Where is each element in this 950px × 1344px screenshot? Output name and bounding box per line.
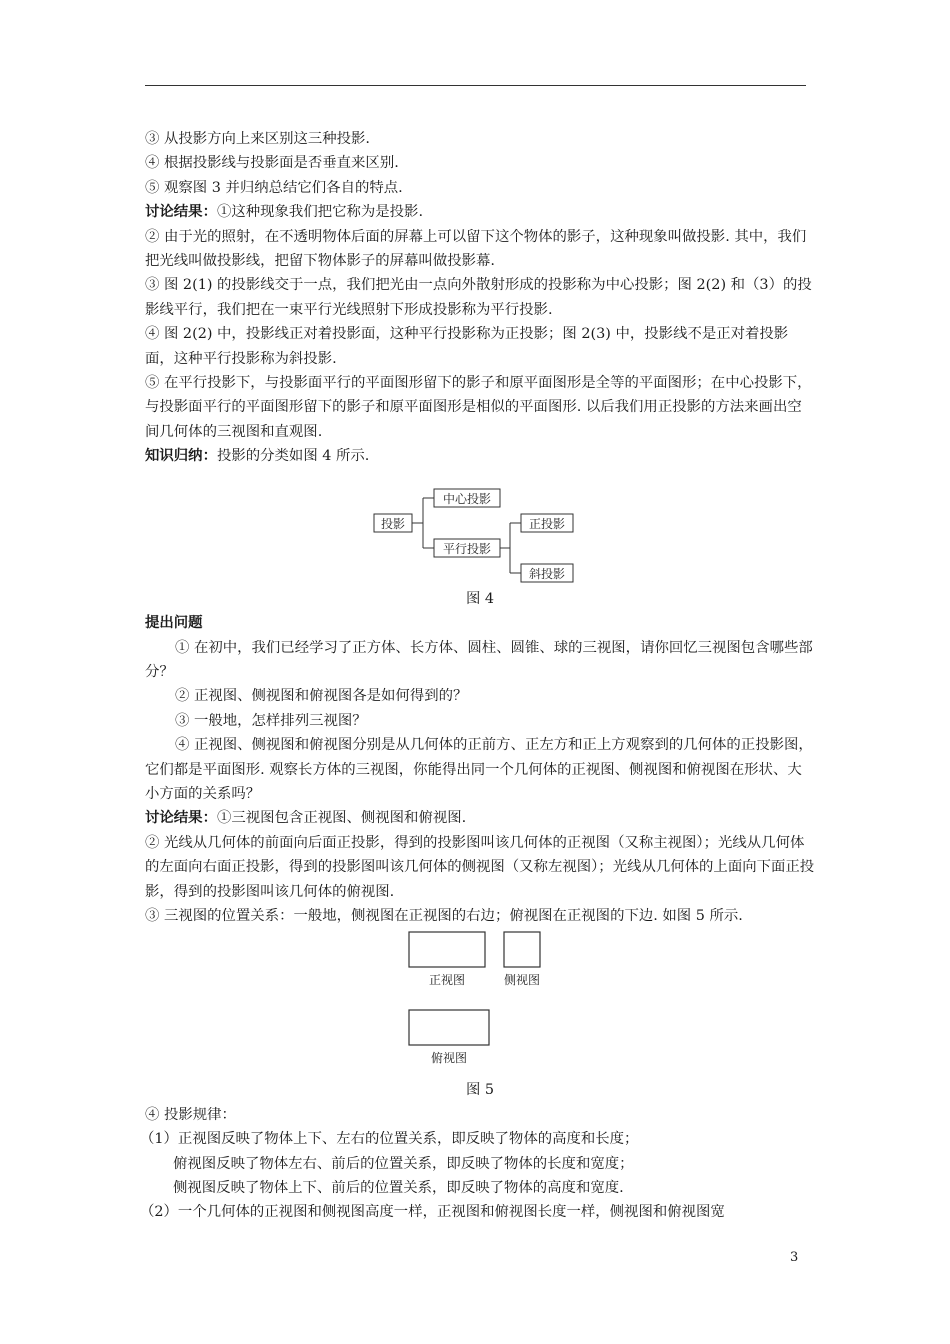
- figure-caption: 图 5: [465, 1082, 495, 1099]
- label-parallel-projection: 平行投影: [442, 541, 492, 556]
- header-rule: [145, 85, 806, 86]
- projection-classification-diagram: [145, 469, 815, 581]
- knowledge-summary: 知识归纳：投影的分类如图 4 所示.: [145, 447, 370, 465]
- label-side-view: 侧视图: [503, 973, 541, 988]
- rules-heading: ④ 投影规律：: [145, 1106, 236, 1123]
- paragraph: ④ 图 2(2) 中，投影线正对着投影面，这种平行投影称为正投影；图 2(3) 中，投影线不是正对着投影面，这种平行投影称为斜投影.: [145, 326, 789, 367]
- discussion-result-1: 讨论结果：①这种现象我们把它称为是投影.: [145, 203, 424, 221]
- label-orthographic-projection: 正投影: [528, 516, 566, 531]
- rule-line: 侧视图反映了物体上下、前后的位置关系，即反映了物体的高度和宽度.: [173, 1180, 624, 1196]
- rule-line: （2）一个几何体的正视图和侧视图高度一样，正视图和俯视图长度一样，侧视图和俯视图宽: [140, 1204, 725, 1221]
- paragraph: ③ 三视图的位置关系：一般地，侧视图在正视图的右边；俯视图在正视图的下边. 如图 5 所示.: [145, 907, 743, 924]
- discussion-label: 讨论结果：: [145, 203, 217, 221]
- label-front-view: 正视图: [428, 973, 466, 988]
- front-view-box: [409, 932, 485, 967]
- label-oblique-projection: 斜投影: [528, 566, 566, 581]
- label-top-view: 俯视图: [430, 1051, 468, 1066]
- label-central-projection: 中心投影: [442, 491, 492, 506]
- paragraph: ④ 根据投影线与投影面是否垂直来区别.: [145, 155, 399, 172]
- rule-line: （1）正视图反映了物体上下、左右的位置关系，即反映了物体的高度和长度；: [140, 1131, 639, 1148]
- discussion-label: 讨论结果：: [145, 809, 217, 827]
- rule-line: 俯视图反映了物体左右、前后的位置关系，即反映了物体的长度和宽度；: [173, 1155, 634, 1172]
- top-view-box: [409, 1010, 489, 1045]
- paragraph: ⑤ 观察图 3 并归纳总结它们各自的特点.: [145, 179, 403, 196]
- label-projection: 投影: [380, 516, 406, 531]
- question-item: ③ 一般地，怎样排列三视图？: [175, 712, 367, 729]
- knowledge-label: 知识归纳：: [145, 447, 217, 465]
- figure-5: [145, 928, 815, 1078]
- figure-4: [145, 469, 815, 581]
- discussion-result-2: 讨论结果：①三视图包含正视图、侧视图和俯视图.: [145, 809, 467, 827]
- figure-caption: 图 4: [465, 590, 495, 607]
- three-views-diagram: [145, 928, 815, 1078]
- question-item: ④ 正视图、侧视图和俯视图分别是从几何体的正前方、正左方和正上方观察到的几何体的正投影图，它们都是平面图形. 观察长方体的三视图，你能得出同一个几何体的正视图、侧视图和俯视图在形状、大小方面的关系吗？: [145, 737, 813, 802]
- paragraph: ② 由于光的照射，在不透明物体后面的屏幕上可以留下这个物体的影子，这种现象叫做投影. 其中，我们把光线叫做投影线，把留下物体影子的屏幕叫做投影幕.: [145, 228, 807, 270]
- question-item: ② 正视图、侧视图和俯视图各是如何得到的？: [175, 688, 468, 705]
- side-view-box: [504, 932, 540, 967]
- paragraph: ② 光线从几何体的前面向后面正投影，得到的投影图叫该几何体的正视图（又称主视图）；光线从几何体的左面向右面正投影，得到的投影图叫该几何体的侧视图（又称左视图）；光线从几何体的上面向下面正投影，得到的投影图叫该几何体的俯视图.: [145, 834, 815, 900]
- paragraph: ⑤ 在平行投影下，与投影面平行的平面图形留下的影子和原平面图形是全等的平面图形；在中心投影下，与投影面平行的平面图形留下的影子和原平面图形是相似的平面图形. 以后我们用正投影的方法来画出空间几何体的三视图和直观图.: [145, 375, 812, 440]
- paragraph: ③ 从投影方向上来区别这三种投影.: [145, 131, 371, 147]
- paragraph: ③ 图 2(1) 的投影线交于一点，我们把光由一点向外散射形成的投影称为中心投影；图 2(2) 和（3）的投影线平行，我们把在一束平行光线照射下形成投影称为平行投影.: [145, 277, 812, 318]
- document-body: [140, 127, 815, 1225]
- page-number: 3: [790, 1250, 799, 1265]
- question-item: ① 在初中，我们已经学习了正方体、长方体、圆柱、圆锥、球的三视图，请你回忆三视图包含哪些部分？: [145, 639, 813, 680]
- section-heading: 提出问题: [145, 614, 203, 632]
